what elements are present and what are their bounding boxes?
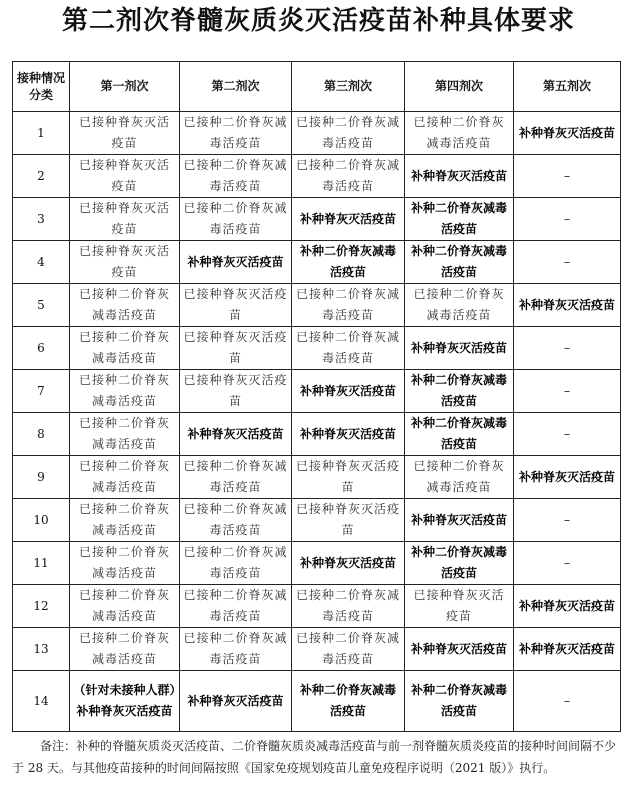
dose-2-cell: 已接种二价脊灰减毒活疫苗 [180,585,292,628]
row-number: 6 [13,327,70,370]
dose-4-cell: 补种二价脊灰减毒活疫苗 [405,413,514,456]
dose-4-cell: 补种二价脊灰减毒活疫苗 [405,241,514,284]
dose-4-cell: 已接种脊灰灭活疫苗 [405,585,514,628]
dose-4-cell: 已接种二价脊灰减毒活疫苗 [405,112,514,155]
document-title: 第二剂次脊髓灰质炎灭活疫苗补种具体要求 [61,6,575,36]
dose-4-cell: 已接种二价脊灰减毒活疫苗 [405,284,514,327]
dose-3-cell: 补种脊灰灭活疫苗 [292,413,405,456]
dose-3-cell: 已接种二价脊灰减毒活疫苗 [292,327,405,370]
dose-5-cell: – [514,671,621,732]
dose-1-cell: 已接种脊灰灭活疫苗 [70,241,180,284]
dose-4-cell: 补种二价脊灰减毒活疫苗 [405,542,514,585]
row-number: 14 [13,671,70,732]
dose-2-cell: 已接种二价脊灰减毒活疫苗 [180,155,292,198]
dose-4-cell: 补种脊灰灭活疫苗 [405,327,514,370]
dose-3-cell: 已接种二价脊灰减毒活疫苗 [292,585,405,628]
dose-2-cell: 已接种二价脊灰减毒活疫苗 [180,112,292,155]
dose-2-cell: 已接种二价脊灰减毒活疫苗 [180,628,292,671]
table-row [13,370,621,413]
dose-2-cell: 补种脊灰灭活疫苗 [180,413,292,456]
table-row [13,585,621,628]
dose-4-cell: 补种脊灰灭活疫苗 [405,628,514,671]
row-number: 8 [13,413,70,456]
row-number: 11 [13,542,70,585]
dose-5-cell: – [514,241,621,284]
row-number: 1 [13,112,70,155]
dose-3-cell: 补种二价脊灰减毒活疫苗 [292,241,405,284]
dose-3-cell: 已接种二价脊灰减毒活疫苗 [292,155,405,198]
dose-5-cell: – [514,499,621,542]
dose-2-cell: 补种脊灰灭活疫苗 [180,671,292,732]
dose-5-cell: – [514,198,621,241]
dose-4-cell: 补种二价脊灰减毒活疫苗 [405,370,514,413]
table-row [13,198,621,241]
row-number: 4 [13,241,70,284]
dose-5-cell: 补种脊灰灭活疫苗 [514,585,621,628]
dose-4-cell: 补种脊灰灭活疫苗 [405,499,514,542]
dose-1-cell: 已接种二价脊灰减毒活疫苗 [70,284,180,327]
table-row [13,628,621,671]
dose-5-cell: 补种脊灰灭活疫苗 [514,456,621,499]
dose-3-cell: 已接种脊灰灭活疫苗 [292,499,405,542]
row-number: 9 [13,456,70,499]
header-dose-3: 第三剂次 [292,62,405,112]
dose-2-cell: 已接种脊灰灭活疫苗 [180,284,292,327]
dose-3-cell: 补种脊灰灭活疫苗 [292,370,405,413]
table-row [13,542,621,585]
row-number: 2 [13,155,70,198]
supplementary-vaccination-table [12,61,621,732]
header-dose-2: 第二剂次 [180,62,292,112]
dose-3-cell: 补种二价脊灰减毒活疫苗 [292,671,405,732]
dose-3-cell: 已接种二价脊灰减毒活疫苗 [292,112,405,155]
dose-3-cell: 补种脊灰灭活疫苗 [292,198,405,241]
dose-3-cell: 补种脊灰灭活疫苗 [292,542,405,585]
dose-4-cell: 已接种二价脊灰减毒活疫苗 [405,456,514,499]
dose-1-cell: 已接种二价脊灰减毒活疫苗 [70,370,180,413]
header-dose-4: 第四剂次 [405,62,514,112]
dose-4-cell: 补种脊灰灭活疫苗 [405,155,514,198]
table-row [13,413,621,456]
footnote: 备注：补种的脊髓灰质炎灭活疫苗、二价脊髓灰质炎减毒活疫苗与前一剂脊髓灰质炎疫苗的接种时间间隔不少于 28 天。与其他疫苗接种的时间间隔按照《国家免疫规划疫苗儿童免疫程序说明（2021 版）》执行。 [12,739,617,775]
table-body [13,112,621,732]
table-row [13,456,621,499]
dose-3-cell: 已接种脊灰灭活疫苗 [292,456,405,499]
dose-1-cell: 已接种二价脊灰减毒活疫苗 [70,499,180,542]
table-row [13,241,621,284]
table-row [13,499,621,542]
dose-2-cell: 已接种脊灰灭活疫苗 [180,370,292,413]
dose-2-cell: 已接种二价脊灰减毒活疫苗 [180,542,292,585]
dose-1-cell: 已接种二价脊灰减毒活疫苗 [70,327,180,370]
dose-4-cell: 补种二价脊灰减毒活疫苗 [405,198,514,241]
dose-2-cell: 已接种脊灰灭活疫苗 [180,327,292,370]
table-row [13,671,621,732]
row-number: 5 [13,284,70,327]
table-row [13,327,621,370]
row-number: 12 [13,585,70,628]
dose-1-cell: 已接种二价脊灰减毒活疫苗 [70,585,180,628]
dose-3-cell: 已接种二价脊灰减毒活疫苗 [292,628,405,671]
header-dose-1: 第一剂次 [70,62,180,112]
dose-1-cell: 已接种二价脊灰减毒活疫苗 [70,413,180,456]
dose-1-cell: 已接种脊灰灭活疫苗 [70,155,180,198]
dose-5-cell: 补种脊灰灭活疫苗 [514,112,621,155]
dose-1-cell: 已接种二价脊灰减毒活疫苗 [70,628,180,671]
row-number: 13 [13,628,70,671]
row-number: 7 [13,370,70,413]
row-number: 10 [13,499,70,542]
dose-1-cell: 已接种脊灰灭活疫苗 [70,198,180,241]
dose-4-cell: 补种二价脊灰减毒活疫苗 [405,671,514,732]
dose-2-cell: 已接种二价脊灰减毒活疫苗 [180,198,292,241]
dose-2-cell: 补种脊灰灭活疫苗 [180,241,292,284]
table-row [13,112,621,155]
dose-1-cell: 已接种脊灰灭活疫苗 [70,112,180,155]
dose-5-cell: – [514,370,621,413]
dose-1-cell: （针对未接种人群）补种脊灰灭活疫苗 [70,671,180,732]
dose-5-cell: – [514,327,621,370]
dose-5-cell: – [514,542,621,585]
dose-2-cell: 已接种二价脊灰减毒活疫苗 [180,499,292,542]
dose-1-cell: 已接种二价脊灰减毒活疫苗 [70,456,180,499]
dose-5-cell: 补种脊灰灭活疫苗 [514,284,621,327]
header-dose-5: 第五剂次 [514,62,621,112]
dose-3-cell: 已接种二价脊灰减毒活疫苗 [292,284,405,327]
header-category: 接种情况分类 [13,62,70,112]
dose-5-cell: 补种脊灰灭活疫苗 [514,628,621,671]
table-row [13,155,621,198]
dose-5-cell: – [514,155,621,198]
dose-1-cell: 已接种二价脊灰减毒活疫苗 [70,542,180,585]
dose-5-cell: – [514,413,621,456]
table-header-row [13,62,621,112]
dose-2-cell: 已接种二价脊灰减毒活疫苗 [180,456,292,499]
row-number: 3 [13,198,70,241]
table-row [13,284,621,327]
